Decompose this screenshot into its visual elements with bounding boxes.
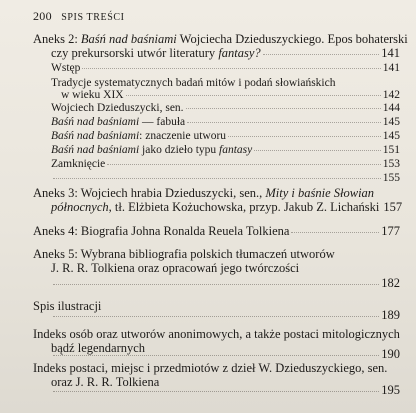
- aneks5-page: 182: [381, 276, 400, 290]
- aneks2-title-line2: czy prekursorski utwór literatury fantasy? 141: [51, 46, 400, 60]
- aneks5-line2: J. R. R. Tolkiena oraz opracowań jego twórczości: [51, 261, 300, 275]
- indeks-osob-page-line: [51, 348, 400, 361]
- aneks2-page: 141: [381, 46, 400, 60]
- toc-entry: Baśń nad baśniami: znaczenie utworu 145: [51, 130, 400, 142]
- toc-entry: w wieku XIX 142: [61, 89, 400, 101]
- aneks3-page: 157: [383, 200, 403, 214]
- toc-entry: Wojciech Dzieduszycki, sen. 144: [51, 102, 400, 114]
- spis-ilustracji-page: 189: [381, 308, 400, 322]
- spis-ilustracji-page-line: [51, 309, 400, 322]
- toc-entry: Zamknięcie 153: [51, 158, 400, 170]
- indeks-postaci-line1: Indeks postaci, miejsc i przedmiotów z dzieł W. Dzieduszyckiego, sen.: [33, 361, 388, 375]
- indeks-osob-line1: Indeks osób oraz utworów anonimowych, a także postaci mitologicznych: [33, 327, 400, 341]
- indeks-postaci-line2: oraz J. R. R. Tolkiena: [51, 375, 160, 389]
- aneks4-line: Aneks 4: Biografia Johna Ronalda Reuela Tolkiena 177: [33, 224, 400, 238]
- toc-entry: Wstęp 141: [51, 62, 400, 74]
- toc-entry: Baśń nad baśniami jako dzieło typu fantasy 151: [51, 144, 400, 156]
- toc-entry: Baśń nad baśniami — fabuła 145: [51, 116, 400, 128]
- indeks-postaci-page-line: [51, 384, 400, 397]
- aneks3-line2: północnych, tł. Elżbieta Kożuchowska, przyp. Jakub Z. Lichański 157: [51, 200, 403, 214]
- indeks-osob-line2: bądź legendarnych: [51, 341, 146, 355]
- aneks3-line1: Aneks 3: Wojciech hrabia Dzieduszycki, sen., Mity i baśnie Słowian: [33, 186, 375, 200]
- aneks2-title-line1: Aneks 2: Baśń nad baśniami Wojciecha Dzieduszyckiego. Epos bohaterski: [33, 32, 408, 46]
- indeks-postaci-page: 195: [381, 383, 400, 397]
- spis-ilustracji-line: Spis ilustracji: [33, 299, 102, 313]
- toc-entry: Tradycje systematycznych badań mitów i podań słowiańskich: [51, 77, 336, 89]
- aneks2-end-line: 155: [51, 173, 400, 185]
- page-header: [33, 9, 125, 24]
- page-number: 200: [33, 9, 52, 23]
- section-title: SPIS TREŚCI: [61, 12, 125, 23]
- indeks-osob-page: 190: [381, 347, 400, 361]
- aneks4-page: 177: [381, 224, 400, 238]
- aneks5-line1: Aneks 5: Wybrana bibliografia polskich tłumaczeń utworów: [33, 247, 335, 261]
- aneks5-page-line: [51, 277, 400, 290]
